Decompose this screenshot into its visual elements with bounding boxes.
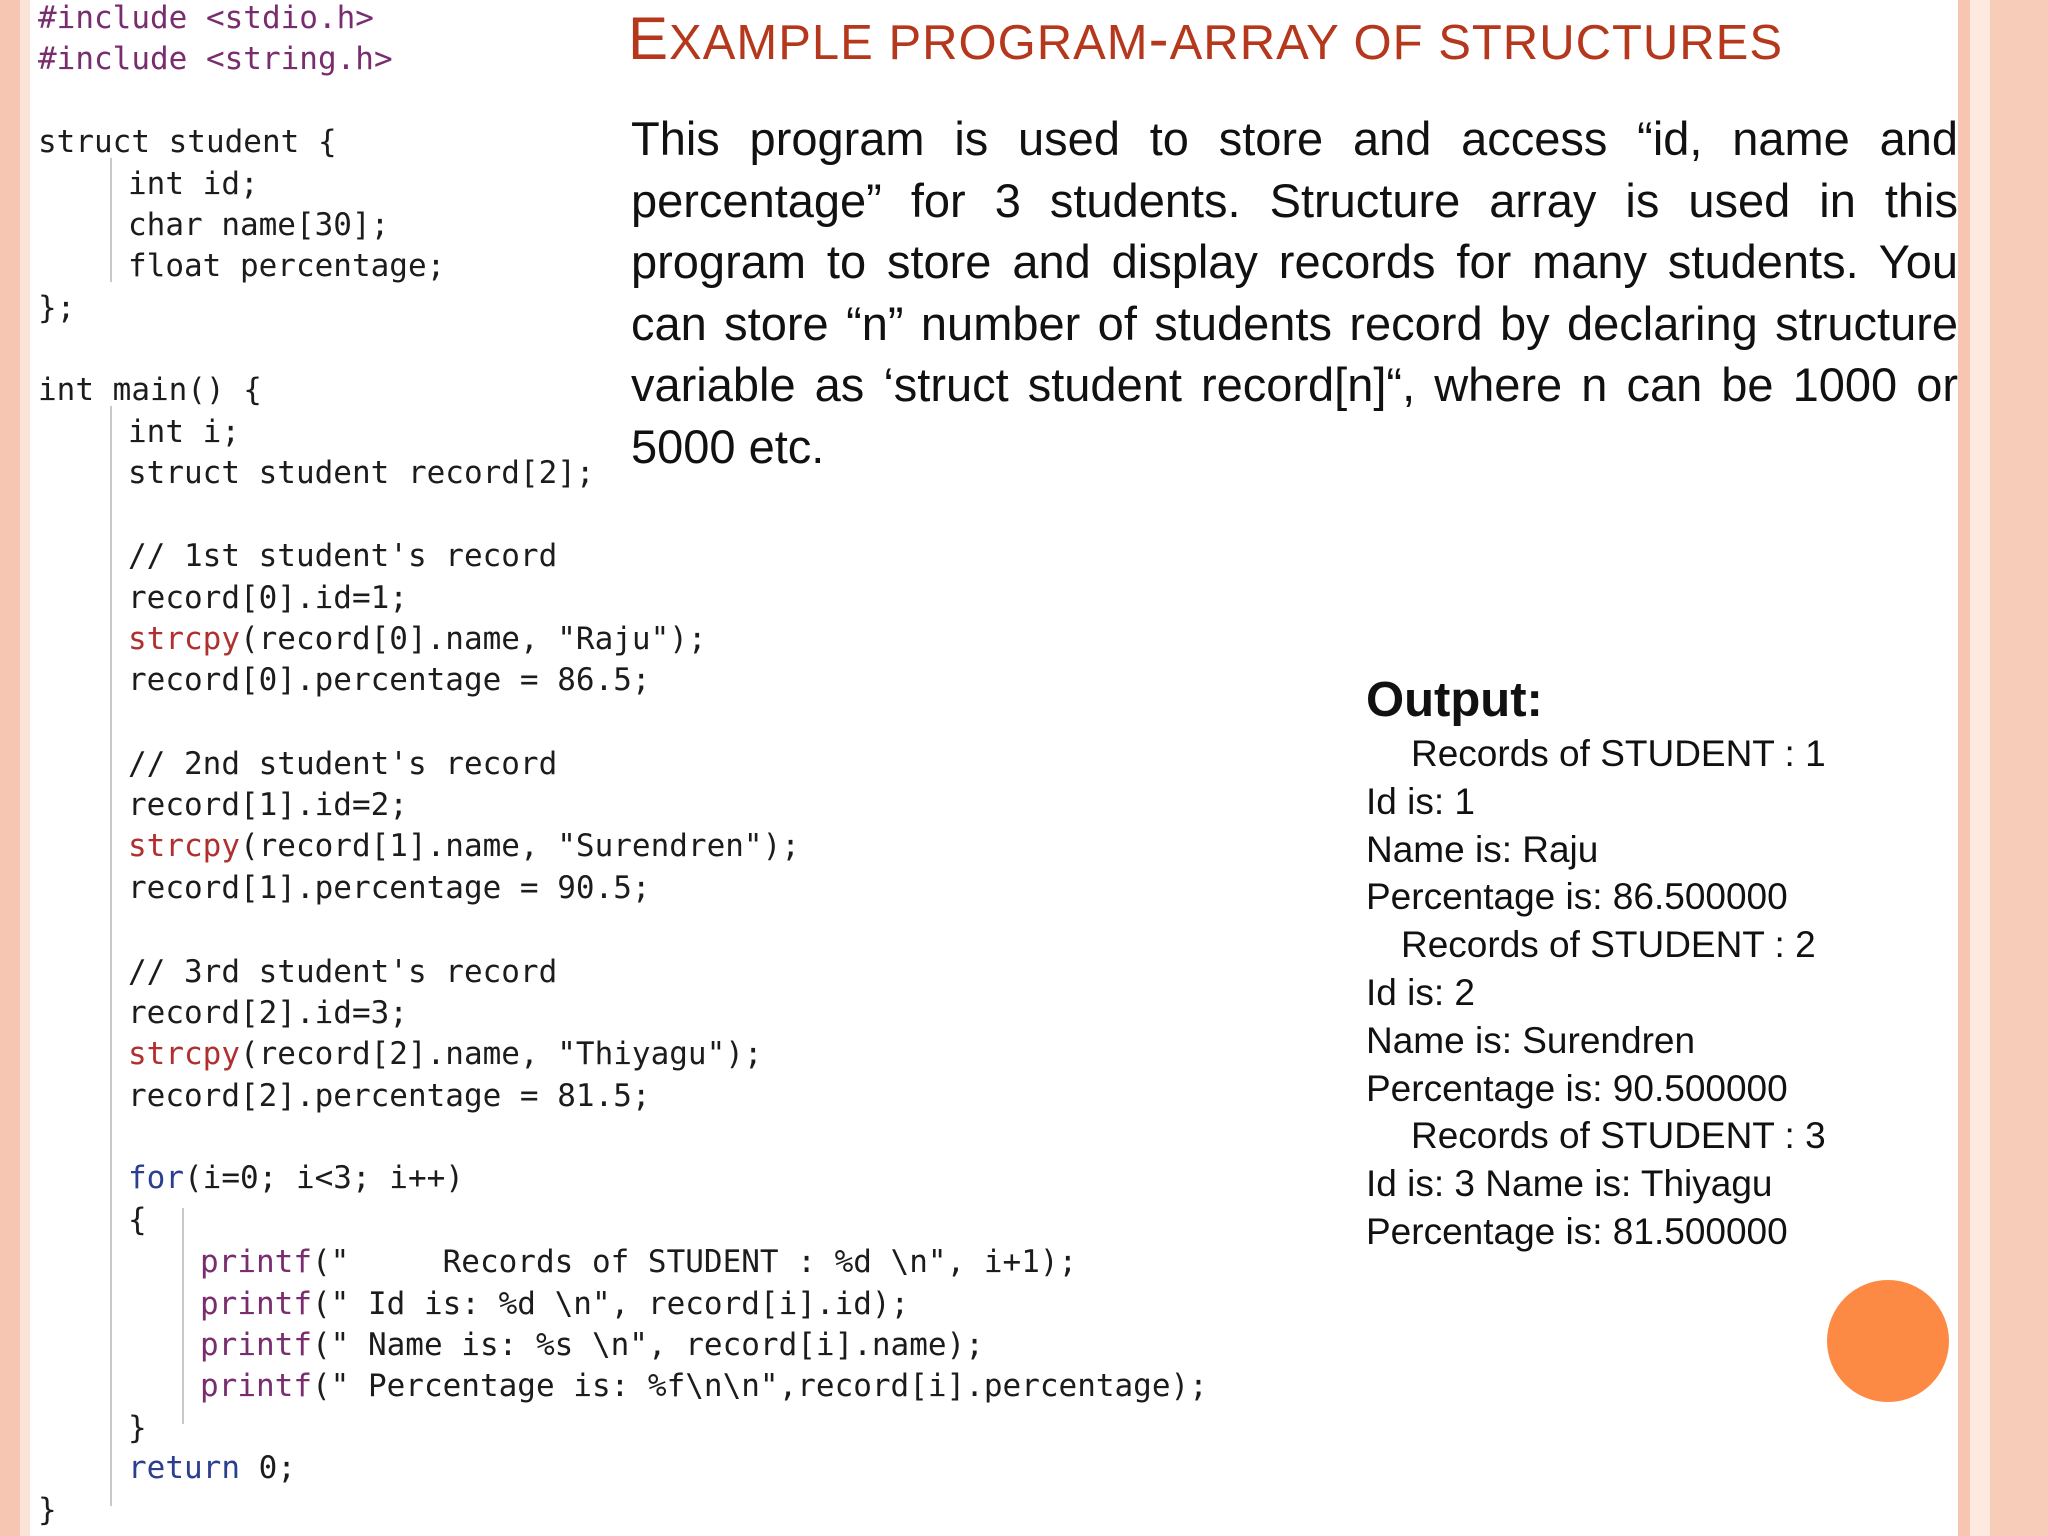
code-line: strcpy(record[2].name, "Thiyagu"); [128, 1036, 763, 1072]
code-for-loop: for(i=0; i<3; i++) [128, 1160, 464, 1196]
code-field-id: int id; [128, 166, 259, 202]
code-struct-close: }; [38, 290, 76, 326]
code-include-string: #include <string.h> [38, 41, 393, 77]
output-line: Id is: 1 [1366, 780, 1475, 822]
code-line: record[1].percentage = 90.5; [128, 870, 651, 906]
code-line: record[2].id=3; [128, 995, 408, 1031]
code-printf: printf(" Name is: %s \n", record[i].name); [200, 1327, 984, 1363]
output-line: Name is: Surendren [1366, 1019, 1696, 1061]
right-border-stripe-outer [1990, 0, 2048, 1536]
code-include-stdio: #include <stdio.h> [38, 0, 374, 36]
code-decl-i: int i; [128, 414, 240, 450]
left-border-stripe-inner [20, 0, 30, 1536]
code-return: return 0; [128, 1450, 296, 1486]
code-line: record[0].id=1; [128, 580, 408, 616]
output-line: Id is: 2 [1366, 971, 1475, 1013]
code-field-name: char name[30]; [128, 207, 390, 243]
output-line: Percentage is: 86.500000 [1366, 876, 1788, 918]
output-line: Name is: Raju [1366, 828, 1599, 870]
code-line: record[1].id=2; [128, 787, 408, 823]
decorative-circle-icon [1827, 1280, 1949, 1402]
right-border-stripe [1958, 0, 1970, 1536]
code-printf: printf(" Percentage is: %f\n\n",record[i].percentage); [200, 1368, 1208, 1404]
output-line: Percentage is: 81.500000 [1366, 1210, 1788, 1252]
code-line: record[2].percentage = 81.5; [128, 1078, 651, 1114]
output-heading: Output: [1366, 673, 1543, 727]
code-decl-record: struct student record[2]; [128, 455, 595, 491]
code-comment: // 2nd student's record [128, 746, 558, 782]
output-line: Percentage is: 90.500000 [1366, 1067, 1788, 1109]
indent-guide [182, 1208, 184, 1424]
code-line: strcpy(record[1].name, "Surendren"); [128, 828, 800, 864]
output-line: Records of STUDENT : 1 [1411, 733, 1826, 774]
code-printf: printf(" Id is: %d \n", record[i].id); [200, 1286, 910, 1322]
code-comment: // 1st student's record [128, 538, 558, 574]
code-comment: // 3rd student's record [128, 954, 558, 990]
indent-guide [110, 406, 112, 1506]
output-line: Id is: 3 Name is: Thiyagu [1366, 1163, 1773, 1205]
code-field-percentage: float percentage; [128, 248, 446, 284]
description-paragraph: This program is used to store and access “id, name and percentage” for 3 students. Structure array is used in this program to store and display records for many students. You can store “n” number of students record by declaring structure variable as ‘struct student record[n]“, where n can be 1000 or 5000 etc. [631, 112, 1958, 473]
slide-title: EXAMPLE PROGRAM-ARRAY OF STRUCTURES [628, 5, 1784, 72]
code-struct-open: struct student { [38, 124, 337, 160]
output-panel [1366, 672, 1946, 1256]
output-line: Records of STUDENT : 3 [1411, 1115, 1826, 1157]
code-printf: printf(" Records of STUDENT : %d \n", i+1); [200, 1244, 1078, 1280]
code-brace-close: } [128, 1410, 147, 1446]
right-border-stripe-light [1970, 0, 1990, 1536]
code-main-open: int main() { [38, 372, 262, 408]
code-line: record[0].percentage = 86.5; [128, 662, 651, 698]
indent-guide [110, 158, 112, 282]
code-main-close: } [38, 1492, 57, 1528]
code-brace-open: { [128, 1202, 147, 1238]
left-border-stripe [0, 0, 20, 1536]
code-line: strcpy(record[0].name, "Raju"); [128, 621, 707, 657]
output-line: Records of STUDENT : 2 [1401, 924, 1816, 966]
